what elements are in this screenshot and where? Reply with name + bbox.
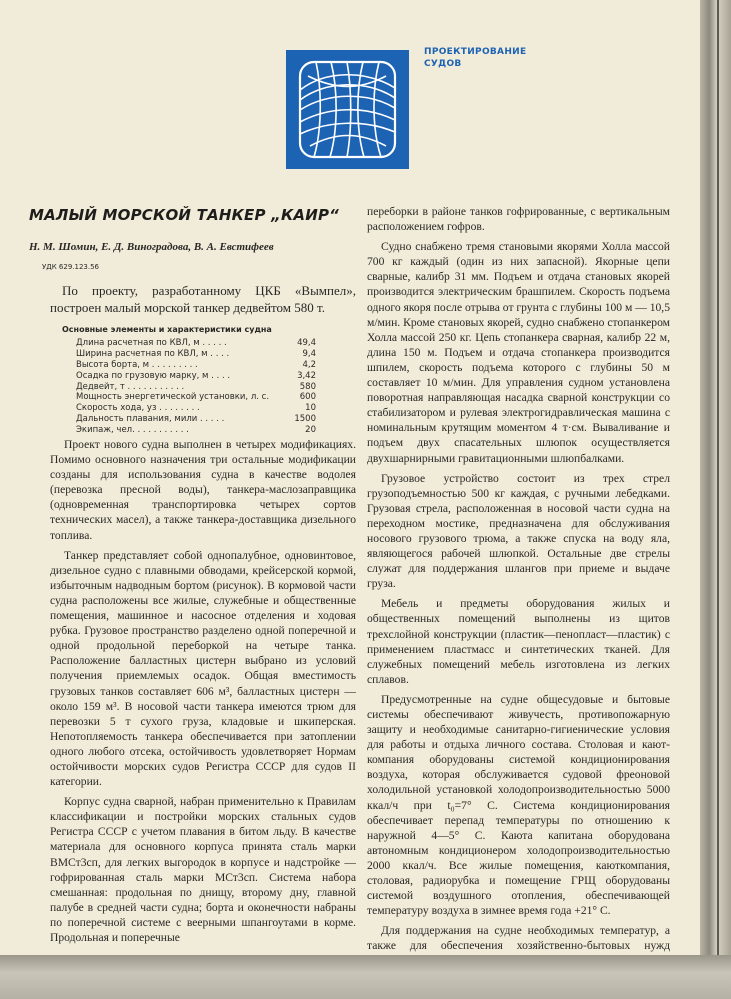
binding-edge xyxy=(700,0,731,999)
article-title: МАЛЫЙ МОРСКОЙ ТАНКЕР „КАИР“ xyxy=(29,206,340,224)
paragraph: Для поддержания на судне необходимых температур, а также для обеспечения хозяйственно-бытовых нужд xyxy=(367,924,670,953)
spec-label: Высота борта, м . . . . . . . . . xyxy=(76,359,198,370)
udk-code: УДК 629.123.56 xyxy=(42,263,100,271)
paragraph: Предусмотренные на судне общесудовые и бытовые системы обеспечивают живучесть, противопожарную защиту и необходимые санитарно-гигиенические условия для работы и отдыха личного состава. Столовая и кают-компания оборудованы системой кондиционирования воздуха, которая обслуживается судовой фреоновой холодильной установкой холодопроизводительностью 5000 ккал/ч при t₀=7° С. Система кондиционирования обеспечивает перепад температуры по отношению к наружной 4—5° С. Каюта капитана оборудована автономным кондиционером холодопроизводительностью 2000 ккал/ч. Все жилые помещения, каюткомпания, столовая, радиорубка и помещение ГРЩ оборудованы системой воздушного отопления, обеспечивающей температуру воздуха в зимнее время года +21° С. xyxy=(367,692,670,918)
spec-table-title: Основные элементы и характеристики судна xyxy=(62,325,272,334)
scan-bottom-edge xyxy=(0,955,731,999)
paragraph: Танкер представляет собой однопалубное, одновинтовое, дизельное судно с плавными обводами, крейсерской кормой, избыточным надводным бортом (рисунок). В кормовой части судна расположены все жилые, служебные и общественные помещения, машинное и насосное отделения и ходовая рубка. Грузовое пространство разделено одной поперечной и одной продольной переборкой на четыре танка. Расположение балластных цистерн выбрано из условий получения приемлемых осадок. Общая вместимость грузовых танков составляет 606 м³, балластных цистерн — около 159 м³. В носовой части танкера имеются трюм для перевозки 5 т сухого груза, кладовые и шкиперская. Непотопляемость танкера обеспечивается при затоплении одного любого отсека, остойчивость удовлетворяет Нормам остойчивости морских судов Регистра СССР для судов II категории. xyxy=(50,548,356,789)
ship-hull-lines-icon xyxy=(286,50,409,169)
spec-row xyxy=(76,371,316,382)
paragraph: переборки в районе танков гофрированные, с вертикальным расположением гофров. xyxy=(367,205,670,234)
section-label-line-2: СУДОВ xyxy=(424,59,462,69)
paragraph: Судно снабжено тремя становыми якорями Холла массой 700 кг каждый (один из них запасной). Якорные цепи сварные, калибр 31 мм. Подъем и отдача становых якорей производится электрическим брашпилем. Скорость подъема одного якоря после отрыва от грунта с глубины 100 м — 10,5 м/мин. Кроме становых якорей, судно снабжено стопанкером Холла массой 250 кг. Цепь стопанкера сварная, калибр 22 м, длина 150 м. Подъем и отдача стопанкера производится шпилем, скорость подъема которого с глубины 50 м составляет 10 м/мин. Для управления судном установлена поворотная направляющая насадка сварной конструкции со стабилизатором и рулевая электрогидравлическая машина с номинальным крутящим моментом 4 т·см. Вываливание и подъем двух спасательных шлюпок осуществляется двухшарнирными гравитационными шлюпбалками. xyxy=(367,240,670,465)
spec-value: 9,4 xyxy=(302,348,316,359)
spec-row xyxy=(76,403,316,414)
paragraph: Проект нового судна выполнен в четырех модификациях. Помимо основного назначения три остальные модификации созданы для использования судна в качестве водолея (перевозка пресной воды), танкера-маслозаправщика (одновременная транспортировка четырех сортов технических масел), а также танкера-доставщика дизельного топлива. xyxy=(50,438,356,542)
spec-row xyxy=(76,349,316,360)
paragraph: Грузовое устройство состоит из трех стрел грузоподъемностью 500 кг каждая, с ручными лебедками. Грузовая стрела, расположенная в носовой части судна на переходном мостике, предназначена для обслуживания носового грузового трюма, а также спуска на воду яла, являющегося рабочей шлюпкой. Остальные две стрелы служат для поддержания шлангов при приеме и выдаче груза. xyxy=(367,471,670,591)
page-edge-line xyxy=(717,0,719,999)
spec-value: 10 xyxy=(305,403,316,414)
spec-row xyxy=(76,425,316,436)
spec-label: Ширина расчетная по КВЛ, м . . . . xyxy=(76,348,230,359)
spec-label: Осадка по грузовую марку, м . . . . xyxy=(76,370,231,381)
spec-label: Дальность плавания, мили . . . . . xyxy=(76,414,225,425)
spec-label: Дедвейт, т . . . . . . . . . . . xyxy=(76,381,185,392)
section-label xyxy=(424,46,526,70)
spec-row xyxy=(76,392,316,403)
article-lead: По проекту, разработанному ЦКБ «Вымпел», построен малый морской танкер дедвейтом 580 т. xyxy=(50,283,356,315)
right-text-column xyxy=(367,204,670,989)
spec-value: 600 xyxy=(299,392,316,403)
spec-value: 20 xyxy=(305,425,316,436)
paragraph: Корпус судна сварной, набран применительно к Правилам классификации и постройки морских стальных судов Регистра СССР с учетом плавания в битом льду. В качестве материала для основного корпуса принята сталь марки ВМСт3сп, для легких выгородок в корпусе и надстройке — гофрированная сталь марки МСт3сп. Система набора смешанная: продольная по днищу, второму дну, главной палубе в средней части судна; борта и оконечности набраны по поперечной системе с веерными шпангоутами в корме. Продольная и поперечные xyxy=(50,795,356,944)
spec-value: 580 xyxy=(299,381,316,392)
spec-table xyxy=(76,338,316,436)
spec-label: Мощность энергетической установки, л. с. xyxy=(76,392,270,403)
spec-row xyxy=(76,414,316,425)
article-authors: Н. М. Шомин, Е. Д. Виноградова, В. А. Евстифеев xyxy=(29,241,274,253)
spec-value: 4,2 xyxy=(302,359,316,370)
spec-value: 1500 xyxy=(294,414,316,425)
spec-row xyxy=(76,338,316,349)
spec-row xyxy=(76,360,316,371)
spec-row xyxy=(76,382,316,393)
section-label-line-1: ПРОЕКТИРОВАНИЕ xyxy=(424,47,527,57)
spec-label: Скорость хода, уз . . . . . . . . xyxy=(76,403,200,414)
spec-value: 49,4 xyxy=(297,338,316,348)
left-text-column xyxy=(50,437,356,950)
spec-label: Экипаж, чел. . . . . . . . . . . xyxy=(76,425,189,436)
paragraph: Мебель и предметы оборудования жилых и общественных помещений выполнены из щитов трехслойной конструкции (пластик—пенопласт—пластик) с применением пластмасс и синтетических тканей. Для служебных помещений мебель изготовлена из легких сплавов. xyxy=(367,597,670,686)
spec-label: Длина расчетная по КВЛ, м . . . . . xyxy=(76,338,227,348)
spec-value: 3,42 xyxy=(297,370,316,381)
